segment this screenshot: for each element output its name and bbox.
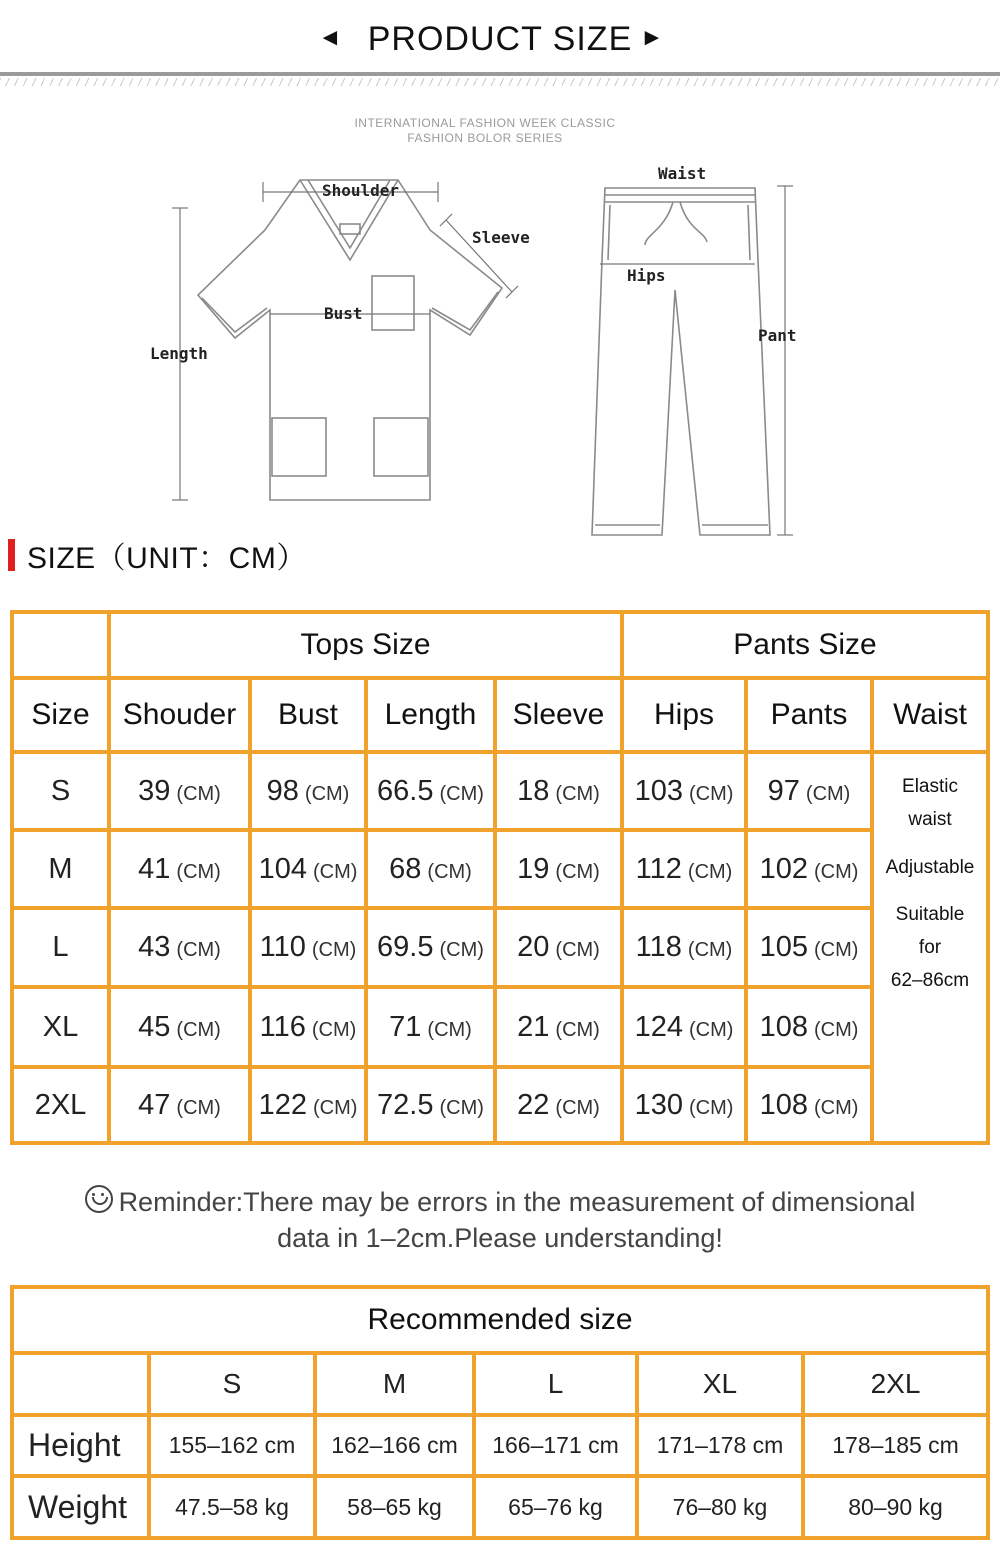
hips-value: 103 — [634, 774, 683, 807]
col-header-waist: Waist — [872, 678, 988, 752]
shoulder-value: 43 — [138, 931, 171, 963]
label-shoulder: Shoulder — [322, 181, 400, 200]
pants-cell — [746, 752, 872, 830]
sleeve-cell — [495, 1067, 622, 1143]
unit-label: (CM) — [439, 939, 484, 961]
label-length: Length — [150, 344, 208, 363]
table-row — [12, 987, 988, 1067]
unit-label: (CM) — [555, 939, 600, 961]
section-accent-bar — [8, 539, 15, 571]
unit-label: (CM) — [688, 1018, 734, 1041]
table-row — [12, 1067, 988, 1143]
shoulder-value: 47 — [138, 1088, 171, 1121]
shoulder-cell — [109, 830, 250, 908]
col-header-hips: Hips — [622, 678, 746, 752]
header-divider — [0, 72, 1000, 76]
label-pant: Pant — [758, 326, 797, 345]
rec-size-header: XL — [637, 1353, 803, 1415]
label-hips: Hips — [627, 266, 666, 285]
hips-value: 124 — [634, 1010, 683, 1043]
unit-label: (CM) — [312, 1096, 358, 1119]
page-header — [0, 0, 1000, 90]
weight-value: 65–76 kg — [474, 1476, 637, 1538]
rec-size-header: M — [315, 1353, 474, 1415]
pants-cell — [746, 908, 872, 987]
hips-cell — [622, 908, 746, 987]
hips-value: 112 — [635, 852, 682, 885]
unit-label: (CM) — [176, 782, 221, 805]
bust-value: 116 — [259, 1010, 306, 1043]
sleeve-cell — [495, 752, 622, 830]
height-value: 171–178 cm — [637, 1415, 803, 1476]
col-header-shoulder: Shouder — [109, 678, 250, 752]
recommended-title-row — [12, 1287, 988, 1353]
bust-cell — [250, 830, 366, 908]
weight-value: 76–80 kg — [637, 1476, 803, 1538]
label-waist: Waist — [658, 164, 707, 183]
unit-label: (CM) — [555, 860, 600, 883]
height-label: Height — [12, 1415, 149, 1476]
header-hatch-divider — [0, 78, 1000, 86]
col-header-bust: Bust — [250, 678, 366, 752]
recommended-title: Recommended size — [12, 1287, 988, 1353]
reminder-line-2: data in 1–2cm.Please understanding! — [277, 1223, 723, 1253]
col-header-size: Size — [12, 678, 109, 752]
unit-label: (CM) — [176, 1018, 221, 1041]
length-value: 72.5 — [377, 1088, 434, 1121]
group-header-row — [12, 612, 988, 678]
label-bust: Bust — [324, 304, 363, 323]
length-value: 69.5 — [377, 931, 434, 963]
sleeve-cell — [495, 830, 622, 908]
pants-cell — [746, 1067, 872, 1143]
weight-value: 58–65 kg — [315, 1476, 474, 1538]
bust-cell — [250, 752, 366, 830]
rec-size-header: L — [474, 1353, 637, 1415]
shoulder-value: 45 — [138, 1010, 171, 1043]
pants-value: 105 — [759, 931, 808, 963]
waist-note-line: waist — [908, 809, 952, 831]
table-row — [12, 752, 988, 830]
size-cell: S — [12, 752, 109, 830]
corner-cell — [12, 1353, 149, 1415]
sleeve-cell — [495, 908, 622, 987]
unit-label: (CM) — [687, 860, 733, 883]
hips-value: 118 — [635, 931, 682, 963]
weight-value: 80–90 kg — [803, 1476, 988, 1538]
unit-label: (CM) — [311, 939, 357, 961]
unit-label: (CM) — [813, 939, 859, 961]
unit-label: (CM) — [805, 782, 851, 805]
unit-label: (CM) — [439, 782, 484, 805]
col-header-pants: Pants — [746, 678, 872, 752]
recommended-size-table — [10, 1285, 990, 1540]
pants-value: 108 — [759, 1088, 808, 1121]
pants-size-header: Pants Size — [622, 612, 988, 678]
length-value: 66.5 — [377, 774, 434, 807]
size-cell: M — [12, 830, 109, 908]
pants-value: 108 — [759, 1010, 808, 1043]
weight-row — [12, 1476, 988, 1538]
waist-note-cell — [872, 752, 988, 1143]
shoulder-cell — [109, 987, 250, 1067]
pants-cell — [746, 987, 872, 1067]
unit-label: (CM) — [311, 1018, 357, 1041]
unit-label: (CM) — [555, 1096, 600, 1119]
smiley-icon — [85, 1185, 113, 1213]
rec-size-header: S — [149, 1353, 315, 1415]
sleeve-value: 18 — [517, 774, 550, 807]
size-cell: XL — [12, 987, 109, 1067]
height-value: 155–162 cm — [149, 1415, 315, 1476]
height-value: 166–171 cm — [474, 1415, 637, 1476]
size-cell: L — [12, 908, 109, 987]
sleeve-value: 22 — [517, 1088, 550, 1121]
unit-label: (CM) — [427, 860, 472, 883]
unit-label: (CM) — [439, 1096, 484, 1119]
waist-note-line: for — [918, 937, 942, 958]
table-row — [12, 908, 988, 987]
right-arrow-icon: ► — [640, 24, 664, 51]
pants-cell — [746, 830, 872, 908]
unit-label: (CM) — [555, 1018, 600, 1041]
subtitle-line-2: FASHION BOLOR SERIES — [407, 131, 563, 145]
unit-label: (CM) — [813, 1018, 859, 1041]
length-cell — [366, 987, 495, 1067]
size-cell: 2XL — [12, 1067, 109, 1143]
pants-drawing — [592, 188, 770, 535]
pants-value: 102 — [759, 852, 808, 885]
sleeve-cell — [495, 987, 622, 1067]
recommended-size-row — [12, 1353, 988, 1415]
shoulder-value: 41 — [138, 852, 171, 885]
height-row — [12, 1415, 988, 1476]
unit-label: (CM) — [813, 1096, 859, 1119]
unit-label: (CM) — [813, 860, 859, 883]
waist-note-line: 62–86cm — [890, 970, 970, 992]
length-cell — [366, 1067, 495, 1143]
length-cell — [366, 830, 495, 908]
unit-label: (CM) — [688, 1096, 734, 1119]
shoulder-value: 39 — [138, 774, 171, 807]
bust-cell — [250, 987, 366, 1067]
bust-cell — [250, 908, 366, 987]
height-value: 178–185 cm — [803, 1415, 988, 1476]
bust-value: 98 — [266, 774, 299, 807]
bust-value: 104 — [258, 852, 307, 885]
reminder-line-1: Reminder:There may be errors in the measurement of dimensional — [118, 1187, 916, 1217]
unit-label: (CM) — [176, 860, 221, 883]
sleeve-value: 21 — [517, 1010, 550, 1043]
hips-cell — [622, 752, 746, 830]
unit-label: (CM) — [312, 860, 358, 883]
length-cell — [366, 752, 495, 830]
unit-label: (CM) — [555, 782, 600, 805]
hips-value: 130 — [634, 1088, 683, 1121]
rec-size-header: 2XL — [803, 1353, 988, 1415]
top-measure-lines — [172, 182, 518, 500]
subtitle-line-1: INTERNATIONAL FASHION WEEK CLASSIC — [354, 116, 616, 130]
garment-measurement-diagram — [140, 150, 840, 550]
scrub-top-drawing — [198, 180, 502, 500]
bust-value: 110 — [259, 931, 306, 963]
corner-cell — [12, 612, 109, 678]
hips-cell — [622, 830, 746, 908]
unit-label: (CM) — [687, 939, 733, 961]
sleeve-value: 19 — [517, 852, 550, 885]
section-heading — [8, 538, 307, 575]
hips-cell — [622, 987, 746, 1067]
section-heading-text: SIZE（UNIT：CM） — [27, 542, 307, 575]
bust-cell — [250, 1067, 366, 1143]
waist-note-line: Suitable — [895, 903, 965, 925]
label-sleeve: Sleeve — [472, 228, 530, 247]
bust-value: 122 — [258, 1088, 307, 1121]
hips-cell — [622, 1067, 746, 1143]
reminder-note — [40, 1184, 960, 1256]
pants-value: 97 — [767, 774, 800, 807]
length-value: 68 — [389, 852, 422, 885]
tops-size-header: Tops Size — [109, 612, 622, 678]
unit-label: (CM) — [427, 1018, 472, 1041]
shoulder-cell — [109, 1067, 250, 1143]
height-value: 162–166 cm — [315, 1415, 474, 1476]
unit-label: (CM) — [176, 1096, 221, 1119]
col-header-sleeve: Sleeve — [495, 678, 622, 752]
table-row — [12, 830, 988, 908]
weight-value: 47.5–58 kg — [149, 1476, 315, 1538]
pants-measure-lines — [600, 186, 793, 535]
sleeve-value: 20 — [517, 931, 550, 963]
column-header-row — [12, 678, 988, 752]
page-title: PRODUCT SIZE — [367, 20, 633, 58]
weight-label: Weight — [12, 1476, 149, 1538]
left-arrow-icon: ◄ — [318, 24, 342, 51]
shoulder-cell — [109, 752, 250, 830]
waist-note-line: Adjustable — [885, 856, 975, 878]
unit-label: (CM) — [304, 782, 350, 805]
unit-label: (CM) — [688, 782, 734, 805]
length-cell — [366, 908, 495, 987]
shoulder-cell — [109, 908, 250, 987]
unit-label: (CM) — [176, 939, 221, 961]
col-header-length: Length — [366, 678, 495, 752]
size-table — [10, 610, 990, 1145]
length-value: 71 — [389, 1010, 422, 1043]
waist-note-line: Elastic — [902, 776, 958, 797]
